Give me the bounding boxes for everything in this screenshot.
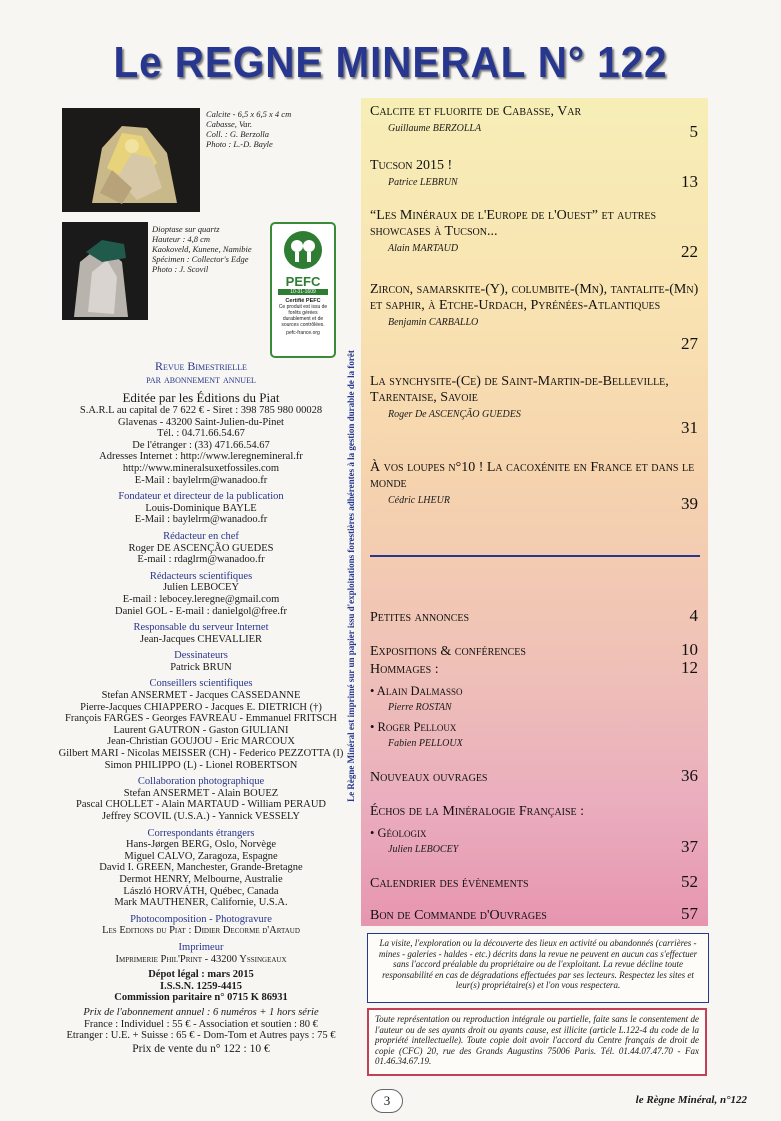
rubrique-title: • Roger Pelloux [370,720,457,734]
rubrique-page: 57 [681,904,698,923]
rubrique-entry[interactable] [370,719,702,749]
toc-entry[interactable] [370,282,702,353]
staff-email: Daniel GOL - E-mail : danielgol@free.fr [115,605,287,617]
caption-line: Hauteur : 4,8 cm [152,234,211,244]
abonnement-line: par abonnement annuel [146,372,256,386]
vertical-notice-text: Le Règne Minéral est imprimé sur un papier issu d'exploitations forestières adhérentes à la gestion durable de la forêt [346,350,356,802]
toc-entry[interactable] [370,208,702,261]
toc-title: Zircon, samarskite-(Y), columbite-(Mn), tantalite-(Mn) et saphir, à Etche-Urdach, Pyrénées-Atlantiques [370,282,699,313]
staff-role: Fondateur et directeur de la publication [118,491,284,503]
toc-author: Roger De ASCENÇÃO GUEDES [388,409,521,420]
page-number: 3 [371,1089,403,1113]
caption-line: Photo : J. Scovil [152,264,209,274]
calcite-image [62,108,200,212]
rubrique-title: Échos de la Minéralogie Française : [370,804,585,819]
rubrique-title: Nouveaux ouvrages [370,770,488,785]
staff-name: Pascal CHOLLET - Alain MARTAUD - William PERAUD [76,799,326,811]
tel-abroad-line: De l'étranger : (33) 471.66.54.67 [132,439,270,451]
toc-page: 39 [681,494,698,513]
toc-page: 22 [681,242,698,261]
staff-name: Jean-Christian GOUJOU - Eric MARCOUX [107,736,295,748]
toc-page: 13 [681,172,698,191]
pefc-text: Ce produit est issu de forêts gérées durablement et de sources contrôlées. [278,304,328,328]
rubrique-entry[interactable] [370,825,702,855]
visit-notice-box [367,933,709,1003]
toc-author: Benjamin CARBALLO [388,317,479,328]
calcite-caption [206,109,291,149]
toc-divider [370,555,700,557]
staff-name: Simon PHILIPPO (L) - Lionel ROBERTSON [104,759,298,771]
rubrique-author: Julien LEBOCEY [388,844,459,855]
staff-name: Stefan ANSERMET - Alain BOUEZ [123,787,279,799]
staff-name: Dermot HENRY, Melbourne, Australie [119,873,283,885]
depot-legal: Dépot légal : mars 2015 [148,969,254,981]
price-france: France : Individuel : 55 € - Association et soutien : 80 € [84,1018,318,1030]
rubrique-page: 10 [681,640,698,659]
staff-name: Stefan ANSERMET - Jacques CASSEDANNE [101,690,301,702]
toc-entry[interactable] [370,374,702,437]
staff-role: Photocomposition - Photogravure [130,913,272,925]
sale-price: Prix de vente du n° 122 : 10 € [132,1042,270,1055]
rubrique-author: Pierre ROSTAN [388,702,452,713]
toc-page: 5 [689,122,698,141]
masthead [56,360,346,1055]
staff-name: Jean-Jacques CHEVALLIER [140,633,262,645]
web-link[interactable]: Adresses Internet : http://www.leregnemineral.fr [99,451,303,463]
rubrique-entry[interactable] [370,904,702,924]
staff-name: Les Editions du Piat : Didier Decorme d'Artaud [102,925,300,937]
staff-role: Collaboration photographique [137,776,265,788]
caption-line: Calcite - 6,5 x 6,5 x 4 cm [206,109,292,119]
dioptase-photo [62,222,148,320]
staff-role: Rédacteur en chef [163,530,239,542]
pefc-url: pefc-france.org [286,330,320,336]
staff-name: Patrick BRUN [170,661,232,673]
page-title: Le REGNE MINERAL N° 122 [113,38,668,87]
rubrique-page: 37 [681,837,698,856]
visit-notice-text: La visite, l'exploration ou la découverte des lieux en activité ou abandonnés (carrières - mines - galeries - haldes - etc.) décrits dans la revue ne peuvent en aucun cas s'effectuer sans l'accord préalable du propriétaire ou de l'exploitant. La revue décline toute responsabilité en cas de dégradations effectuées par ses lecteurs. Respectez les sites et leur(s) propriétaire(s) et l'on vous respectera. [378,938,698,990]
web-link[interactable]: http://www.mineralsuxetfossiles.com [122,462,280,474]
toc-title: Tucson 2015 ! [370,158,453,173]
rubrique-title: Bon de Commande d'Ouvrages [370,908,547,923]
issn: I.S.S.N. 1259-4415 [160,980,242,992]
staff-name: François FARGES - Georges FAVREAU - Emmanuel FRITSCH [65,713,337,725]
email-link[interactable]: E-Mail : baylelrm@wanadoo.fr [134,474,268,486]
dioptase-caption [152,224,252,274]
caption-line: Spécimen : Collector's Edge [152,254,249,264]
revue-line: Revue Bimestrielle [155,359,247,373]
toc-author: Guillaume BERZOLLA [388,123,482,134]
rubrique-entry[interactable] [370,606,702,626]
staff-name: Jeffrey SCOVIL (U.S.A.) - Yannick VESSELY [102,811,300,822]
table-of-contents [361,98,708,926]
rubrique-title: Expositions & conférences [370,644,526,659]
rubrique-entry[interactable] [370,683,702,713]
rubrique-title: • Géologix [370,826,427,840]
toc-title: Calcite et fluorite de Cabasse, Var [370,104,582,119]
rubrique-entry[interactable] [370,804,702,820]
toc-entry[interactable] [370,158,702,191]
rubrique-page: 4 [689,606,698,625]
toc-entry[interactable] [370,104,702,141]
rubrique-entry[interactable] [370,640,702,660]
caption-line: Coll. : G. Berzolla [206,129,270,139]
toc-page: 27 [681,334,698,353]
price-label: Prix de l'abonnement annuel : 6 numéros + 1 hors série [83,1006,319,1018]
rubrique-title: • Alain Dalmasso [370,684,463,698]
tel-line: Tél. : 04.71.66.54.67 [157,428,245,440]
rubrique-page: 52 [681,872,698,891]
staff-role: Correspondants étrangers [147,827,255,839]
staff-name: Roger DE ASCENÇÃO GUEDES [128,542,274,554]
staff-role: Imprimeur [178,941,224,953]
footer-title: le Règne Minéral, n°122 [635,1094,747,1106]
address-line: Glavenas - 43200 Saint-Julien-du-Pinet [118,416,284,428]
staff-name: Julien LEBOCEY [162,582,240,594]
commission: Commission paritaire n° 0715 K 86931 [114,992,288,1004]
staff-role: Conseillers scientifiques [149,678,253,690]
rubrique-entry[interactable] [370,766,702,786]
caption-line: Cabasse, Var. [206,119,253,129]
vertical-notice [343,296,359,856]
dioptase-image [62,222,148,320]
staff-name: Imprimerie Phil'Print - 43200 Yssingeaux [115,953,287,965]
staff-email: E-mail : rdaglrm@wanadoo.fr [137,554,265,566]
rubrique-author: Fabien PELLOUX [388,738,463,749]
toc-entry[interactable] [370,460,702,513]
staff-name: Louis-Dominique BAYLE [145,502,257,514]
staff-role: Responsable du serveur Internet [133,622,269,634]
caption-line: Photo : L.-D. Bayle [206,139,273,149]
rubrique-entry[interactable] [370,872,702,892]
rubrique-page: 12 [681,658,698,677]
pefc-code: 10-31-1609 [278,289,328,295]
tree-icon [283,230,323,270]
toc-title: La synchysite-(Ce) de Saint-Martin-de-Belleville, Tarentaise, Savoie [370,374,669,405]
toc-author: Alain MARTAUD [388,243,459,254]
rubrique-title: Petites annonces [370,610,470,625]
staff-role: Rédacteurs scientifiques [149,570,253,582]
pefc-brand: PEFC [285,274,321,289]
price-etranger: Etranger : U.E. + Suisse : 65 € - Dom-Tom et Autres pays : 75 € [66,1030,336,1042]
rubrique-entry[interactable] [370,658,702,678]
toc-author: Cédric LHEUR [388,495,450,506]
staff-email: E-mail : lebocey.leregne@gmail.com [122,593,280,605]
staff-name: David I. GREEN, Manchester, Grande-Bretagne [99,862,303,874]
staff-name: László HORVÁTH, Québec, Canada [123,885,279,897]
staff-name: Hans-Jørgen BERG, Oslo, Norvège [126,839,276,851]
caption-line: Dioptase sur quartz [152,224,220,234]
toc-author: Patrice LEBRUN [388,177,458,188]
rubrique-page: 36 [681,766,698,785]
staff-name: Mark MAUTHENER, Californie, U.S.A. [114,897,288,909]
copyright-notice-box [367,1008,707,1076]
staff-name: Gilbert MARI - Nicolas MEISSER (CH) - Federico PEZZOTTA (I) [58,748,344,760]
pefc-logo [270,222,336,358]
toc-title: À vos loupes n°10 ! La cacoxénite en France et dans le monde [370,460,695,491]
caption-line: Kaokoveld, Kunene, Namibie [152,244,252,254]
rubrique-title: Calendrier des évènements [370,876,529,891]
calcite-photo [62,108,200,212]
copyright-notice-text: Toute représentation ou reproduction intégrale ou partielle, faite sans le consentement de l'auteur ou de ses ayants droit ou ayants cause, est illicite (article L.122-4 du code de la propriété intellectuelle). Toute copie doit avoir l'accord du Centre français de droit de copie (CFC) 20, rue des Grands Augustins 75006 Paris. Tél. 01.44.07.47.70 - Fax 01.46.34.67.19. [375,1014,699,1066]
toc-title: “Les Minéraux de l'Europe de l'Ouest” et autres showcases à Tucson... [370,208,657,239]
toc-page: 31 [681,418,698,437]
staff-role: Dessinateurs [174,650,228,662]
sarl-line: S.A.R.L au capital de 7 622 € - Siret : 398 785 980 00028 [79,405,323,416]
editor-line: Editée par les Éditions du Piat [122,390,280,405]
rubrique-title: Hommages : [370,662,439,677]
staff-name: Miguel CALVO, Zaragoza, Espagne [124,850,278,862]
staff-name: Pierre-Jacques CHIAPPERO - Jacques E. DIETRICH (†) [80,701,322,713]
staff-email: E-Mail : baylelrm@wanadoo.fr [134,514,268,526]
staff-name: Laurent GAUTRON - Gaston GIULIANI [113,724,289,736]
pefc-certified: Certifié PEFC [285,298,321,304]
